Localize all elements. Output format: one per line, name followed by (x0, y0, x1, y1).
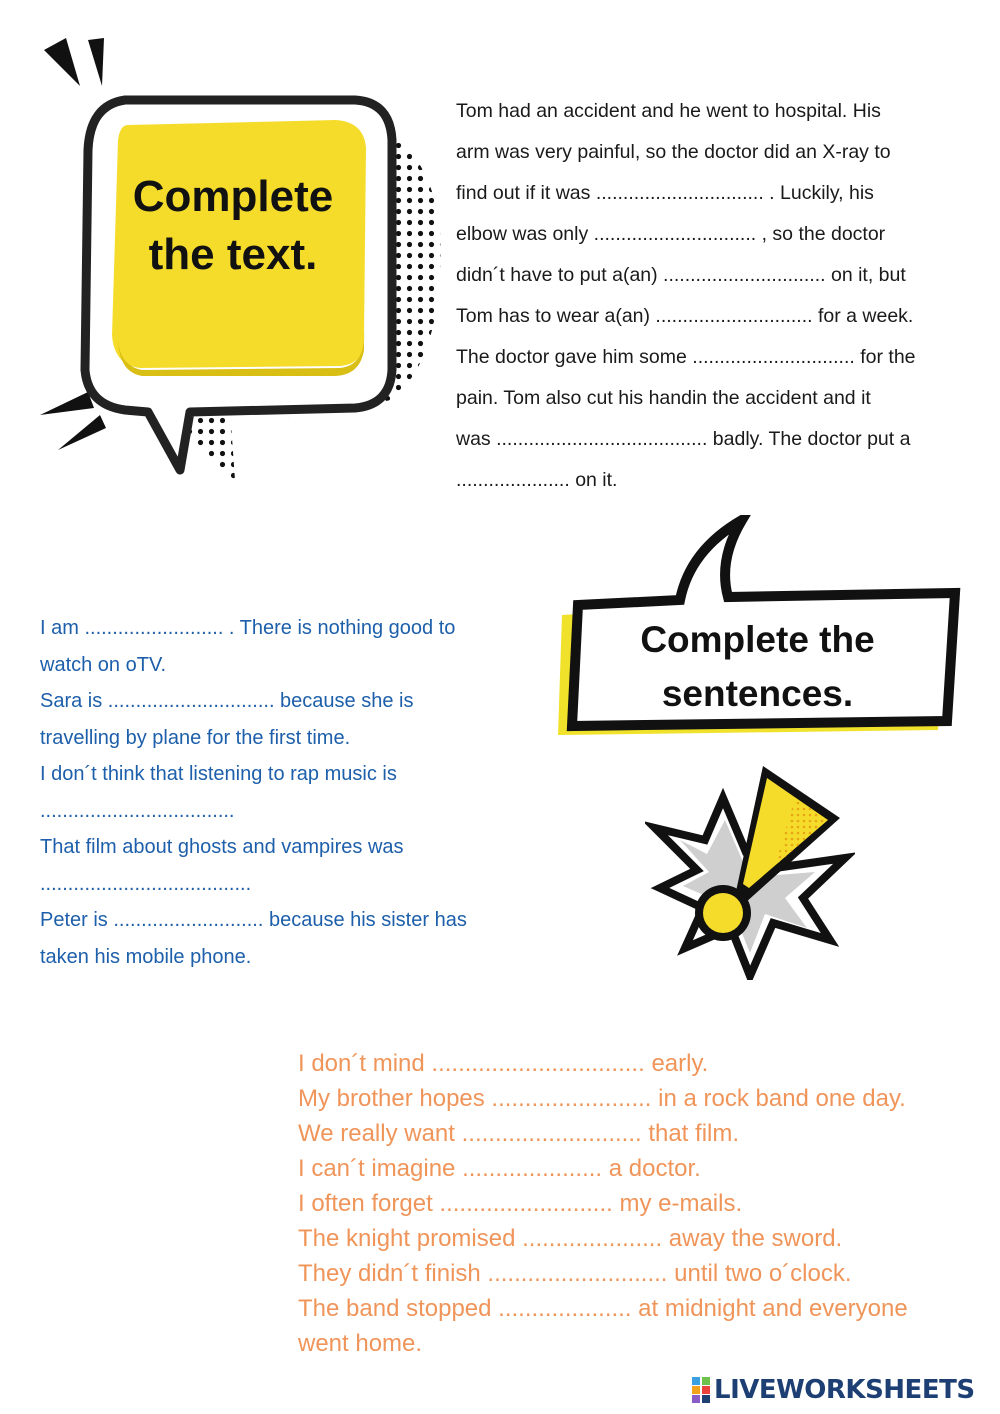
text-line: pain. Tom also cut his handin the accident and it (456, 387, 871, 409)
sentence-line: Peter is ........................... because his sister has (40, 909, 467, 931)
sentence-line: The band stopped .................... at midnight and everyone (298, 1295, 908, 1322)
text-line: didn´t have to put a(an) .............................. on it, but (456, 264, 906, 286)
text-line: ..................... on it. (456, 469, 618, 491)
exclamation-burst-icon (645, 758, 855, 980)
sentence-line: ................................... (40, 799, 235, 822)
liveworksheets-logo[interactable] (692, 1374, 975, 1406)
sentence-line: I can´t imagine ..................... a doctor. (298, 1155, 701, 1182)
sentence-line: I don´t mind ................................ early. (298, 1050, 709, 1077)
logo-text: LIVEWORKSHEETS (714, 1375, 975, 1405)
text-line: find out if it was ............................... . Luckily, his (456, 182, 874, 204)
sentence-line: taken his mobile phone. (40, 945, 252, 968)
burst-mark-bottom-left-2 (58, 415, 106, 450)
sentence-line: The knight promised ..................... away the sword. (298, 1225, 843, 1252)
sentence-line: We really want ........................... that film. (298, 1120, 740, 1147)
sentence-line: I don´t think that listening to rap music is (40, 763, 397, 785)
text-line: elbow was only .............................. , so the doctor (456, 223, 886, 245)
burst-mark-top-left (44, 38, 80, 86)
section1-title-line1: Complete (132, 172, 334, 221)
text-line: was ....................................... badly. The doctor put a (456, 428, 911, 450)
burst-mark-bottom-left-1 (40, 392, 94, 415)
section2-title-line2: sentences. (661, 673, 854, 714)
sentence-line: I am ......................... . There is nothing good to (40, 617, 456, 639)
section3-sentences (298, 1046, 978, 1361)
section2-sentences (40, 610, 520, 975)
text-line: arm was very painful, so the doctor did an X-ray to (456, 141, 891, 163)
sentence-line: They didn´t finish ........................... until two o´clock. (298, 1260, 852, 1287)
section1-text (456, 91, 976, 501)
sentence-line: That film about ghosts and vampires was (40, 836, 404, 858)
section1-title-line2: the text. (148, 230, 318, 279)
section1-title (108, 168, 358, 284)
text-line: Tom has to wear a(an) ............................. for a week. (456, 305, 914, 327)
sentence-line: ...................................... (40, 872, 252, 895)
burst-mark-top (88, 38, 104, 86)
section2-title-line1: Complete the (640, 619, 875, 660)
sentence-line: My brother hopes ........................ in a rock band one day. (298, 1085, 906, 1112)
sentence-line: I often forget .......................... my e-mails. (298, 1190, 743, 1217)
sentence-line: watch on oTV. (40, 653, 167, 676)
sentence-line: travelling by plane for the first time. (40, 726, 351, 749)
text-line: Tom had an accident and he went to hospital. His (456, 100, 881, 122)
section2-title (585, 613, 930, 721)
sentence-line: went home. (298, 1330, 423, 1357)
sentence-line: Sara is .............................. because she is (40, 690, 414, 712)
text-line: The doctor gave him some .............................. for the (456, 346, 916, 368)
liveworksheets-logo-icon (692, 1377, 710, 1403)
